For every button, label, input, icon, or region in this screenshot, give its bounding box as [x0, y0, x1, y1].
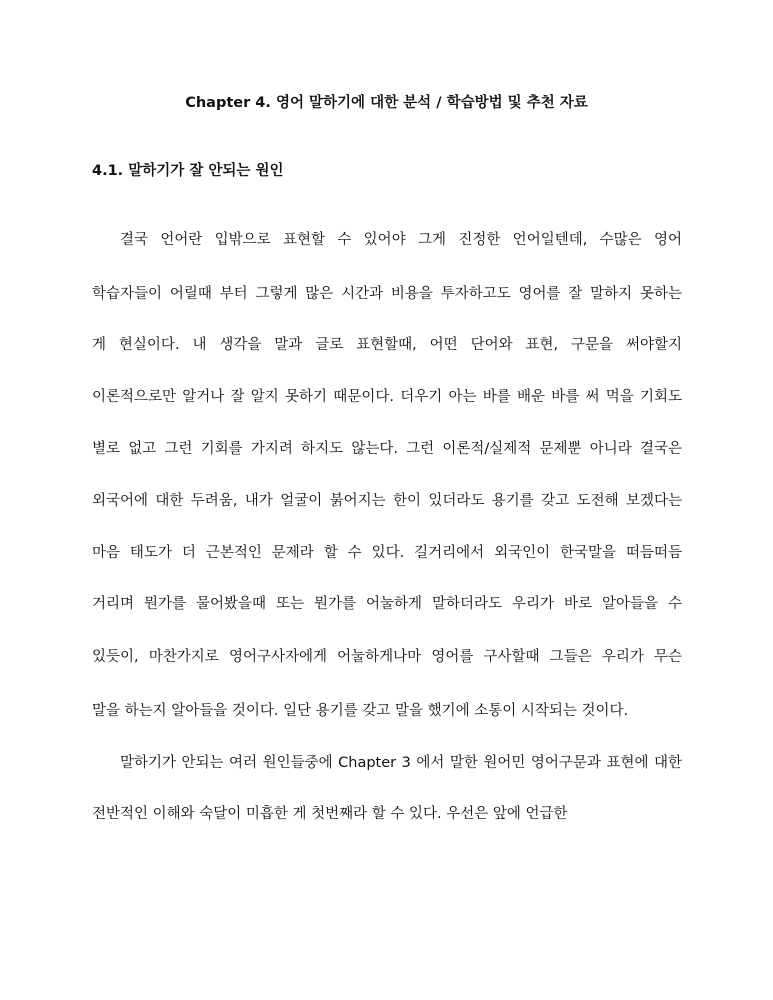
paragraph-line: 말을 하는지 알아들을 것이다. 일단 용기를 갖고 말을 했기에 소통이 시작되는 것이다. [92, 703, 629, 719]
section-heading: 4.1. 말하기가 잘 안되는 원인 [92, 163, 284, 179]
paragraph-line: 말하기가 안되는 여러 원인들중에 Chapter 3 에서 말한 원어민 영어구문과 표현에 대한 [120, 755, 682, 771]
paragraph-line: 학습자들이 어릴때 부터 그렇게 많은 시간과 비용을 투자하고도 영어를 잘 말하지 못하는 [92, 286, 682, 302]
paragraph-line: 외국어에 대한 두려움, 내가 얼굴이 붉어지는 한이 있더라도 용기를 갖고 도전해 보겠다는 [92, 493, 682, 509]
chapter-title: Chapter 4. 영어 말하기에 대한 분석 / 학습방법 및 추천 자료 [185, 95, 588, 111]
paragraph-line: 이론적으로만 알거나 잘 알지 못하기 때문이다. 더우기 아는 바를 배운 바를 써 먹을 기회도 [92, 389, 682, 405]
paragraph-line: 전반적인 이해와 숙달이 미흡한 게 첫번째라 할 수 있다. 우선은 앞에 언급한 [92, 806, 568, 822]
paragraph-line: 결국 언어란 입밖으로 표현할 수 있어야 그게 진정한 언어일텐데, 수많은 영어 [120, 232, 682, 248]
paragraph-line: 있듯이, 마찬가지로 영어구사자에게 어눌하게나마 영어를 구사할때 그들은 우리가 무슨 [92, 649, 682, 665]
paragraph-line: 게 현실이다. 내 생각을 말과 글로 표현할때, 어떤 단어와 표현, 구문을 써야할지 [92, 337, 682, 353]
paragraph-line: 거리며 뭔가를 물어봤을때 또는 뭔가를 어눌하게 말하더라도 우리가 바로 알아들을 수 [92, 596, 682, 612]
paragraph-line: 별로 없고 그런 기회를 가지려 하지도 않는다. 그런 이론적/실제적 문제뿐 아니라 결국은 [92, 441, 682, 457]
paragraph-line: 마음 태도가 더 근본적인 문제라 할 수 있다. 길거리에서 외국인이 한국말을 떠듬떠듬 [92, 545, 682, 561]
